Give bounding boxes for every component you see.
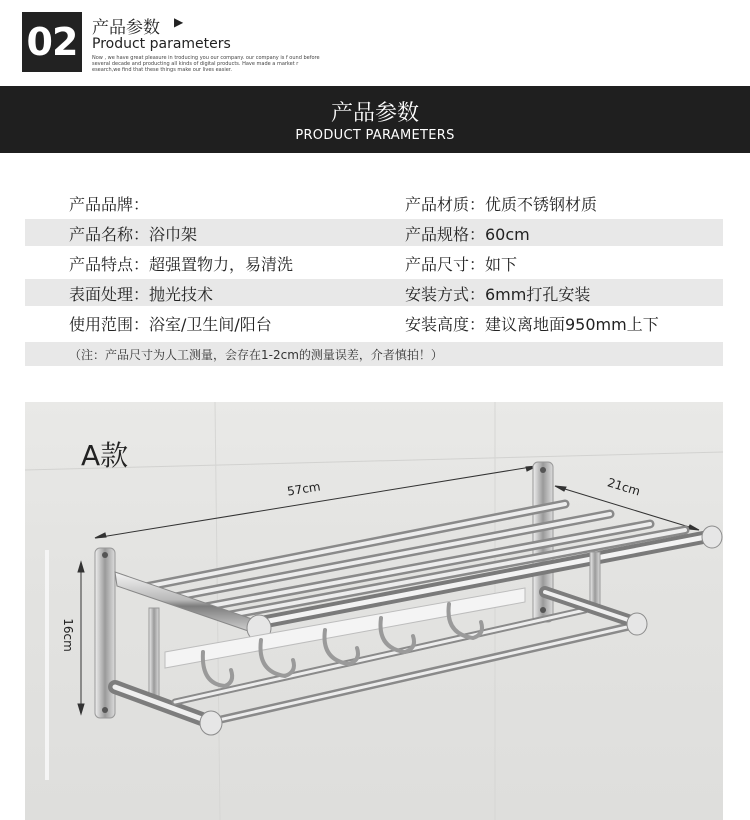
param-right: 安装高度：建议离地面950mm上下 [405, 315, 659, 334]
measurement-note-text: （注：产品尺寸为人工测量，会存在1-2cm的测量误差，介者慎拍！） [69, 348, 443, 362]
param-right: 产品材质：优质不锈钢材质 [405, 195, 598, 214]
towel-rack-illustration [25, 402, 723, 820]
param-row [25, 309, 723, 336]
param-left: 产品特点：超强置物力，易清洗 [69, 255, 294, 274]
param-left: 使用范围：浴室/卫生间/阳台 [69, 315, 272, 334]
variant-label: A款 [81, 439, 129, 472]
depth-dimension-label: 21cm [605, 475, 642, 499]
dimension-lines [78, 466, 699, 714]
height-dimension-label: 16cm [60, 618, 75, 652]
section-intro-text: Now , we have great pleasure in troducing you our company. our company is f ound before several decade and producting all kinds of digital products. Have made a market r esearch,we find that these things make our lives easier. [92, 55, 320, 73]
param-left: 表面处理：抛光技术 [69, 285, 214, 304]
section-number-badge: 02 [22, 12, 82, 72]
length-dimension-label: 57cm [286, 479, 322, 499]
banner-title-cn: 产品参数 [330, 101, 419, 126]
param-left: 产品品牌： [69, 195, 150, 214]
product-photo [25, 402, 723, 820]
param-row [25, 249, 723, 276]
param-right: 产品尺寸：如下 [405, 255, 518, 274]
banner-title-en: PRODUCT PARAMETERS [295, 128, 455, 143]
param-right: 安装方式：6mm打孔安装 [405, 285, 591, 304]
section-title-en: Product parameters [92, 36, 231, 52]
play-arrow-icon: ▶ [174, 15, 184, 29]
param-row [25, 219, 723, 246]
measurement-note [25, 342, 723, 366]
section-title-cn: 产品参数 [92, 18, 160, 38]
param-left: 产品名称：浴巾架 [69, 225, 198, 244]
param-row [25, 189, 723, 216]
param-right: 产品规格：60cm [405, 225, 530, 244]
param-row [25, 279, 723, 306]
